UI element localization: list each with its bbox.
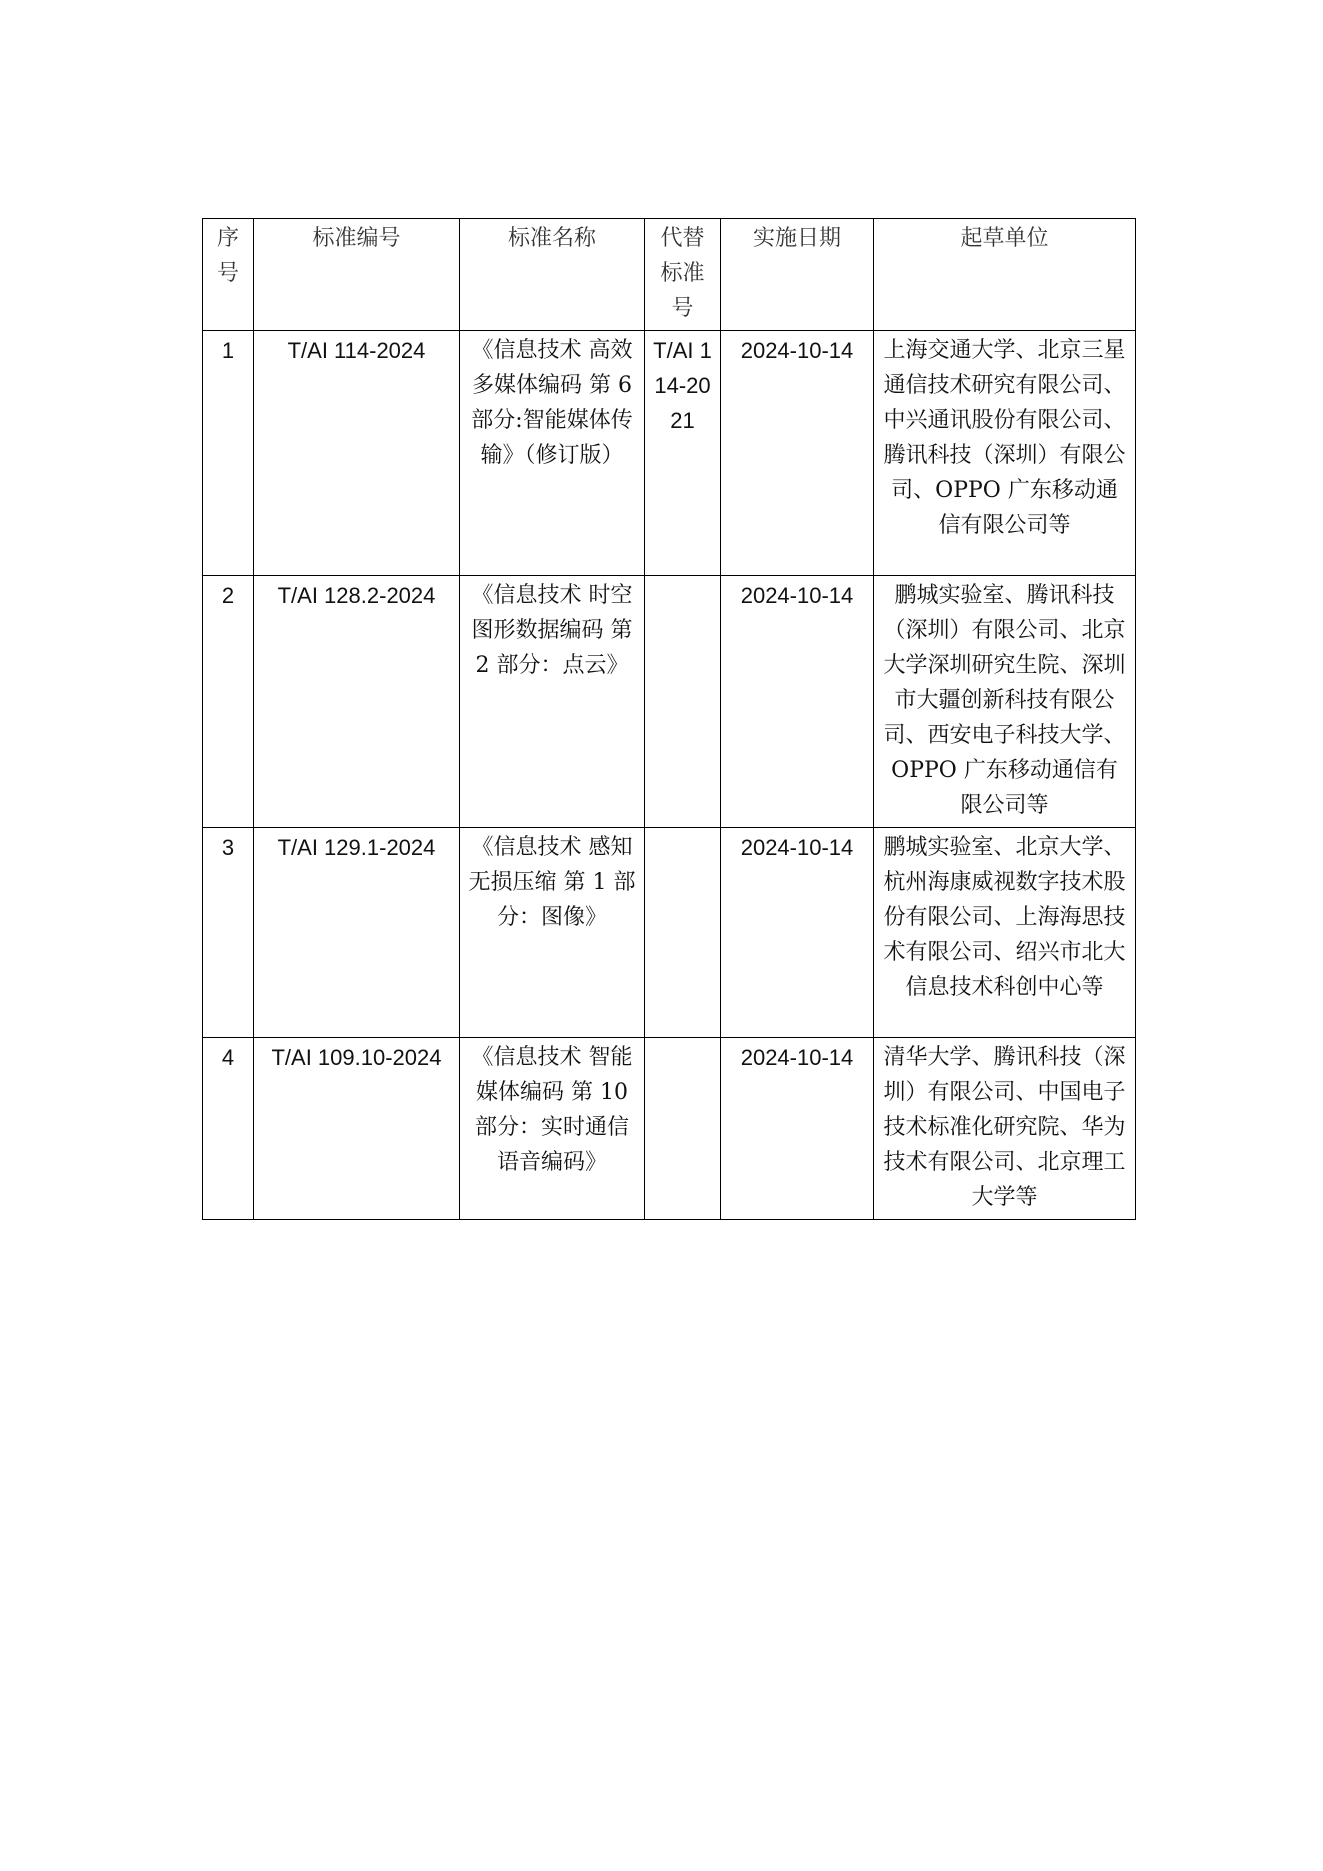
cell-seq: 2: [203, 576, 254, 828]
header-seq: 序号: [203, 219, 254, 331]
cell-name: 《信息技术 感知无损压缩 第 1 部分：图像》: [460, 828, 645, 1038]
cell-date: 2024-10-14: [721, 576, 874, 828]
cell-code: T/AI 128.2-2024: [254, 576, 460, 828]
standards-table: [202, 218, 1136, 1220]
cell-drafter: 清华大学、腾讯科技（深圳）有限公司、中国电子技术标准化研究院、华为技术有限公司、北京理工大学等: [874, 1038, 1136, 1220]
table-row: [203, 1038, 1136, 1220]
header-name: 标准名称: [460, 219, 645, 331]
cell-replaced: [645, 1038, 721, 1220]
table-body: [203, 331, 1136, 1220]
header-code: 标准编号: [254, 219, 460, 331]
cell-code: T/AI 114-2024: [254, 331, 460, 576]
header-date: 实施日期: [721, 219, 874, 331]
cell-seq: 3: [203, 828, 254, 1038]
cell-replaced: T/AI 114-2021: [645, 331, 721, 576]
cell-seq: 4: [203, 1038, 254, 1220]
table-header: [203, 219, 1136, 331]
header-row: [203, 219, 1136, 331]
cell-date: 2024-10-14: [721, 1038, 874, 1220]
table-row: [203, 828, 1136, 1038]
cell-drafter: 鹏城实验室、北京大学、杭州海康威视数字技术股份有限公司、上海海思技术有限公司、绍兴市北大信息技术科创中心等: [874, 828, 1136, 1038]
cell-name: 《信息技术 智能媒体编码 第 10 部分：实时通信语音编码》: [460, 1038, 645, 1220]
cell-replaced: [645, 828, 721, 1038]
cell-date: 2024-10-14: [721, 828, 874, 1038]
cell-replaced: [645, 576, 721, 828]
cell-drafter: 鹏城实验室、腾讯科技（深圳）有限公司、北京大学深圳研究生院、深圳市大疆创新科技有限公司、西安电子科技大学、OPPO 广东移动通信有限公司等: [874, 576, 1136, 828]
cell-drafter: 上海交通大学、北京三星通信技术研究有限公司、中兴通讯股份有限公司、腾讯科技（深圳）有限公司、OPPO 广东移动通信有限公司等: [874, 331, 1136, 576]
table-row: [203, 576, 1136, 828]
cell-name: 《信息技术 时空图形数据编码 第 2 部分：点云》: [460, 576, 645, 828]
cell-code: T/AI 109.10-2024: [254, 1038, 460, 1220]
cell-seq: 1: [203, 331, 254, 576]
table-row: [203, 331, 1136, 576]
header-replaced: 代替标准号: [645, 219, 721, 331]
header-drafter: 起草单位: [874, 219, 1136, 331]
cell-date: 2024-10-14: [721, 331, 874, 576]
cell-code: T/AI 129.1-2024: [254, 828, 460, 1038]
cell-name: 《信息技术 高效多媒体编码 第 6 部分:智能媒体传输》（修订版）: [460, 331, 645, 576]
